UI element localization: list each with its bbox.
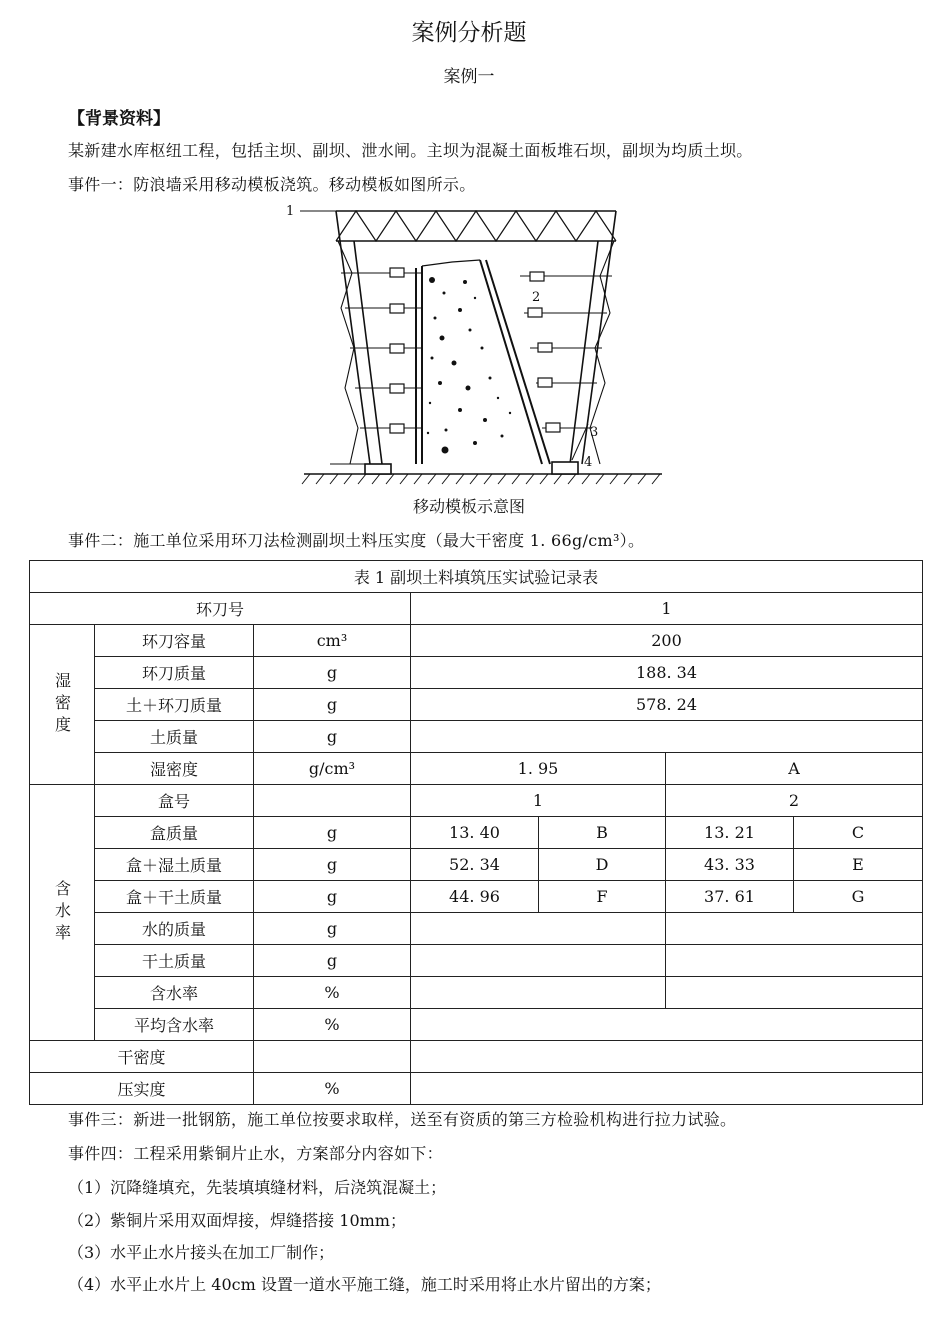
label-3: 3 [590,425,599,440]
row-value: D [539,849,666,881]
row-unit: g [254,881,411,913]
table-row [30,1009,923,1041]
row-value: 13. 21 [666,817,794,849]
label-4: 4 [584,455,593,470]
background-heading: 【背景资料】 [68,109,170,129]
row-label: 环刀容量 [95,625,254,657]
row-value [411,1073,923,1105]
row-value: B [539,817,666,849]
table-caption-row [30,561,923,593]
table-row [30,1073,923,1105]
ring-no-label: 环刀号 [30,593,411,625]
row-unit: g [254,721,411,753]
row-unit: % [254,1073,411,1105]
row-value: 37. 61 [666,881,794,913]
row-value: E [794,849,923,881]
table-row [30,753,923,785]
row-value: 13. 40 [411,817,539,849]
row-value: C [794,817,923,849]
row-value [411,913,666,945]
row-value [411,721,923,753]
row-unit: g [254,913,411,945]
label-2: 2 [532,290,541,305]
row-label: 水的质量 [95,913,254,945]
event-three-text: 事件三：新进一批钢筋，施工单位按要求取样，送至有资质的第三方检验机构进行拉力试验。 [68,1110,737,1129]
row-label: 压实度 [30,1073,254,1105]
row-value [666,977,923,1009]
row-label: 干密度 [30,1041,254,1073]
table-row [30,945,923,977]
table-row [30,625,923,657]
row-value [411,977,666,1009]
row-unit: % [254,1009,411,1041]
list-item: （4）水平止水片上 40cm 设置一道水平施工缝，施工时采用将止水片留出的方案； [68,1275,661,1294]
table-row [30,1041,923,1073]
case-subtitle: 案例一 [443,67,495,87]
table-row [30,785,923,817]
row-label: 盒质量 [95,817,254,849]
row-value: 578. 24 [411,689,923,721]
row-label: 土质量 [95,721,254,753]
row-value [411,1041,923,1073]
row-unit [254,1041,411,1073]
row-value: A [666,753,923,785]
group-wet-density: 湿密度 [30,625,95,785]
row-value: 1. 95 [411,753,666,785]
table-row [30,593,923,625]
table-row [30,881,923,913]
row-value: 44. 96 [411,881,539,913]
row-value [411,1009,923,1041]
table-caption: 表 1 副坝土料填筑压实试验记录表 [30,561,923,593]
row-label: 环刀质量 [95,657,254,689]
row-unit: cm³ [254,625,411,657]
event-one-text: 事件一：防浪墙采用移动模板浇筑。移动模板如图所示。 [68,175,476,194]
row-label: 干土质量 [95,945,254,977]
row-value: 43. 33 [666,849,794,881]
figure-caption: 移动模板示意图 [412,497,525,516]
row-value: 200 [411,625,923,657]
row-unit [254,785,411,817]
table-row [30,657,923,689]
moving-formwork-figure [270,198,670,490]
row-unit: g [254,849,411,881]
row-unit: g [254,945,411,977]
row-value: 1 [411,785,666,817]
event-two-text: 事件二：施工单位采用环刀法检测副坝土料压实度（最大干密度 1. 66g/cm³）。 [68,531,645,550]
row-label: 土＋环刀质量 [95,689,254,721]
row-unit: % [254,977,411,1009]
table-row [30,849,923,881]
row-label: 盒＋干土质量 [95,881,254,913]
row-value [666,945,923,977]
background-paragraph: 某新建水库枢纽工程，包括主坝、副坝、泄水闸。主坝为混凝土面板堆石坝，副坝为均质土坝。 [68,141,753,160]
table-row [30,913,923,945]
row-label: 湿密度 [95,753,254,785]
list-item: （2）紫铜片采用双面焊接，焊缝搭接 10mm； [68,1211,406,1230]
row-value: G [794,881,923,913]
table-row [30,977,923,1009]
row-label: 盒＋湿土质量 [95,849,254,881]
compaction-record-table [29,560,923,1105]
row-unit: g/cm³ [254,753,411,785]
table-row [30,721,923,753]
row-label: 含水率 [95,977,254,1009]
row-value: F [539,881,666,913]
row-label: 盒号 [95,785,254,817]
row-label: 平均含水率 [95,1009,254,1041]
group-water-content: 含水率 [30,785,95,1041]
row-value: 188. 34 [411,657,923,689]
row-unit: g [254,689,411,721]
label-1: 1 [286,204,295,219]
row-value [666,913,923,945]
list-item: （3）水平止水片接头在加工厂制作； [68,1243,335,1262]
ring-no-value: 1 [411,593,923,625]
row-unit: g [254,657,411,689]
row-value [411,945,666,977]
event-four-text: 事件四：工程采用紫铜片止水，方案部分内容如下： [68,1144,443,1163]
table-row [30,817,923,849]
list-item: （1）沉降缝填充，先装填填缝材料，后浇筑混凝土； [68,1178,447,1197]
page-title: 案例分析题 [411,20,527,46]
table-row [30,689,923,721]
row-value: 2 [666,785,923,817]
row-unit: g [254,817,411,849]
row-value: 52. 34 [411,849,539,881]
